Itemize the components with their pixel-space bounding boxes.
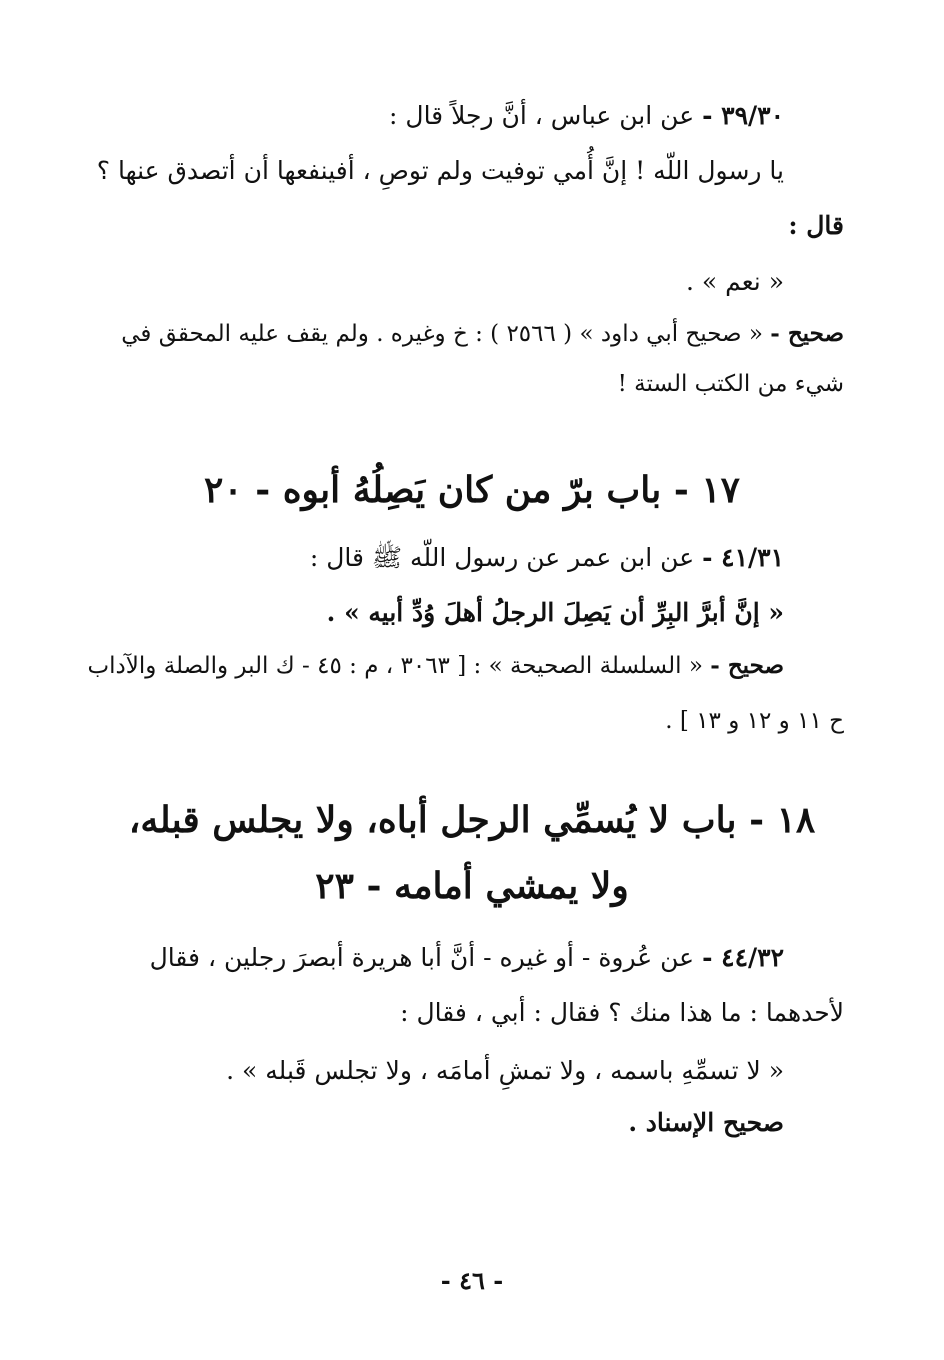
hadith-31-grade-text: « السلسلة الصحيحة » : [ ٣٠٦٣ ، م : ٤٥ - ك البر والصلة والآداب [87, 653, 703, 679]
hadith-31-number: ٤١/٣١ - [702, 543, 784, 572]
hadith-30-quote: « نعم » . [685, 267, 784, 296]
hadith-31-text-1: عن ابن عمر عن رسول اللّه ﷺ قال : [309, 543, 695, 572]
hadith-32-text-1: عن عُروة - أو غيره - أنَّ أبا هريرة أبصرَ رجلين ، فقال [149, 943, 695, 972]
chapter-18-heading-line-2: ولا يمشي أمامه - ٢٣ [315, 865, 629, 907]
hadith-32-line-1 [80, 940, 784, 976]
hadith-31-line-1 [310, 540, 784, 576]
hadith-31-grade-label: صحيح - [710, 652, 784, 679]
hadith-31-quote: « إنَّ أبرَّ البِرِّ أن يَصِلَ الرجلُ أهلَ وُدِّ أبيه » . [326, 598, 784, 627]
hadith-31-grade-line-1 [80, 648, 784, 684]
hadith-30-line-3: قال : [788, 211, 844, 240]
hadith-32-number: ٤٤/٣٢ - [702, 943, 784, 972]
hadith-30-grade-line-1 [80, 316, 844, 352]
chapter-17-heading: ١٧ - باب برّ من كان يَصِلُهُ أبوه - ٢٠ [204, 469, 740, 511]
hadith-32-line-2: لأحدهما : ما هذا منك ؟ فقال : أبي ، فقال : [400, 998, 844, 1027]
page-number: - ٤٦ - [440, 1266, 504, 1295]
hadith-30-line-2: يا رسول اللّه ! إنَّ أُمي توفيت ولم توصِ ، أفينفعها أن أتصدق عنها ؟ [96, 156, 784, 185]
hadith-30-grade-line-2: شيء من الكتب الستة ! [617, 371, 844, 397]
hadith-30-grade-text: « صحيح أبي داود » ( ٢٥٦٦ ) : خ وغيره . ولم يقف عليه المحقق في [121, 321, 763, 347]
hadith-30-line-1 [389, 98, 784, 134]
hadith-30-text-1: عن ابن عباس ، أنَّ رجلاً قال : [389, 101, 695, 130]
hadith-31-grade-line-2: ح ١١ و ١٢ و ١٣ ] . [665, 708, 844, 734]
hadith-30-number: ٣٩/٣٠ - [702, 101, 784, 130]
hadith-32-grade: صحيح الإسناد . [628, 1108, 784, 1137]
hadith-32-quote: « لا تسمِّهِ باسمه ، ولا تمشِ أمامَه ، ولا تجلس قَبله » . [226, 1056, 784, 1085]
hadith-30-grade-label: صحيح - [770, 320, 844, 347]
chapter-18-heading-line-1: ١٨ - باب لا يُسمِّي الرجل أباه، ولا يجلس قبله، [128, 799, 816, 841]
